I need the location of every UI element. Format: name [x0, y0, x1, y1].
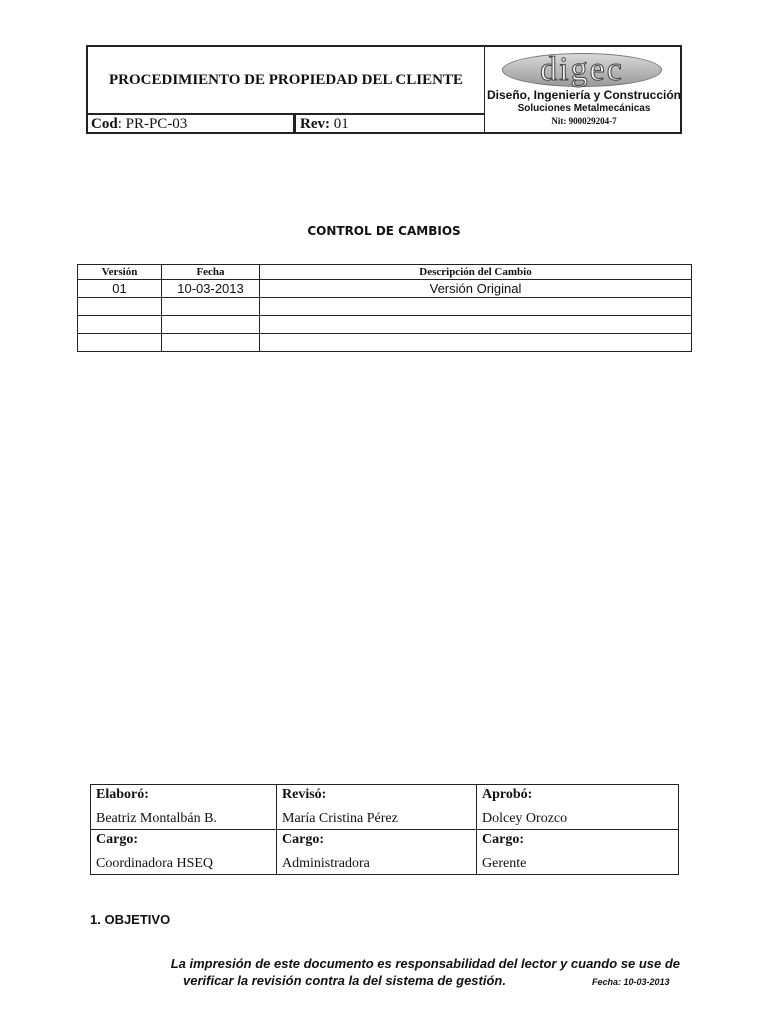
- aprobo-cell: [477, 785, 679, 830]
- cargo-row: [91, 830, 679, 875]
- table-cell: [260, 334, 692, 352]
- footer-date: Fecha: 10-03-2013: [592, 977, 670, 987]
- cargo-label: Cargo:: [282, 832, 324, 847]
- logo-wordmark: digec: [540, 51, 624, 88]
- table-cell: Versión Original: [260, 280, 692, 298]
- elaboro-label: Elaboró:: [96, 787, 149, 802]
- table-cell: 10-03-2013: [162, 280, 260, 298]
- table-cell: [78, 298, 162, 316]
- code-value: : PR-PC-03: [117, 116, 188, 132]
- reviso-cell: [277, 785, 477, 830]
- cargo-value: Administradora: [282, 856, 370, 871]
- elaboro-name: Beatriz Montalbán B.: [96, 811, 217, 826]
- table-header-row: [78, 265, 692, 280]
- cargo-cell: [91, 830, 277, 875]
- table-cell: [162, 316, 260, 334]
- company-logo: [485, 47, 680, 132]
- column-header: Versión: [78, 265, 162, 280]
- table-cell: [260, 298, 692, 316]
- logo-emblem: [502, 53, 662, 87]
- rev-label: Rev:: [300, 116, 330, 132]
- cargo-cell: [477, 830, 679, 875]
- changes-title: CONTROL DE CAMBIOS: [307, 224, 461, 238]
- cargo-value: Gerente: [482, 856, 527, 871]
- aprobo-label: Aprobó:: [482, 787, 533, 802]
- table-cell: [78, 334, 162, 352]
- section-heading: 1. OBJETIVO: [90, 912, 171, 927]
- logo-nit: Nit: 900029204-7: [551, 116, 617, 126]
- table-cell: [78, 316, 162, 334]
- logo-tagline: Diseño, Ingeniería y Construcción: [486, 88, 682, 102]
- table-cell: [260, 316, 692, 334]
- reviso-name: María Cristina Pérez: [282, 811, 398, 826]
- footer-disclaimer: La impresión de este documento es responsabilidad del lector y cuando se use de: [170, 956, 680, 971]
- column-header: Fecha: [162, 265, 260, 280]
- aprobo-name: Dolcey Orozco: [482, 811, 568, 826]
- cargo-value: Coordinadora HSEQ: [96, 856, 214, 871]
- cargo-label: Cargo:: [96, 832, 138, 847]
- reviso-label: Revisó:: [282, 787, 327, 802]
- document-code: [88, 113, 295, 134]
- document-revision: [295, 113, 485, 134]
- table-cell: [162, 334, 260, 352]
- table-row: [78, 334, 692, 352]
- elaboro-cell: [91, 785, 277, 830]
- changes-table: [77, 264, 692, 352]
- table-cell: 01: [78, 280, 162, 298]
- rev-value: 01: [330, 116, 349, 132]
- table-row: [78, 280, 692, 298]
- column-header: Descripción del Cambio: [260, 265, 692, 280]
- document-header: [86, 45, 682, 134]
- signatures-row: [91, 785, 679, 830]
- table-row: [78, 298, 692, 316]
- document-title: PROCEDIMIENTO DE PROPIEDAD DEL CLIENTE: [88, 47, 485, 113]
- footer-disclaimer-2: verificar la revisión contra la del sistema de gestión.: [183, 973, 506, 988]
- cargo-cell: [277, 830, 477, 875]
- table-cell: [162, 298, 260, 316]
- table-row: [78, 316, 692, 334]
- logo-subtagline: Soluciones Metalmecánicas: [517, 103, 651, 114]
- signatures-table: [90, 784, 679, 875]
- code-label: Cod: [91, 116, 118, 132]
- cargo-label: Cargo:: [482, 832, 524, 847]
